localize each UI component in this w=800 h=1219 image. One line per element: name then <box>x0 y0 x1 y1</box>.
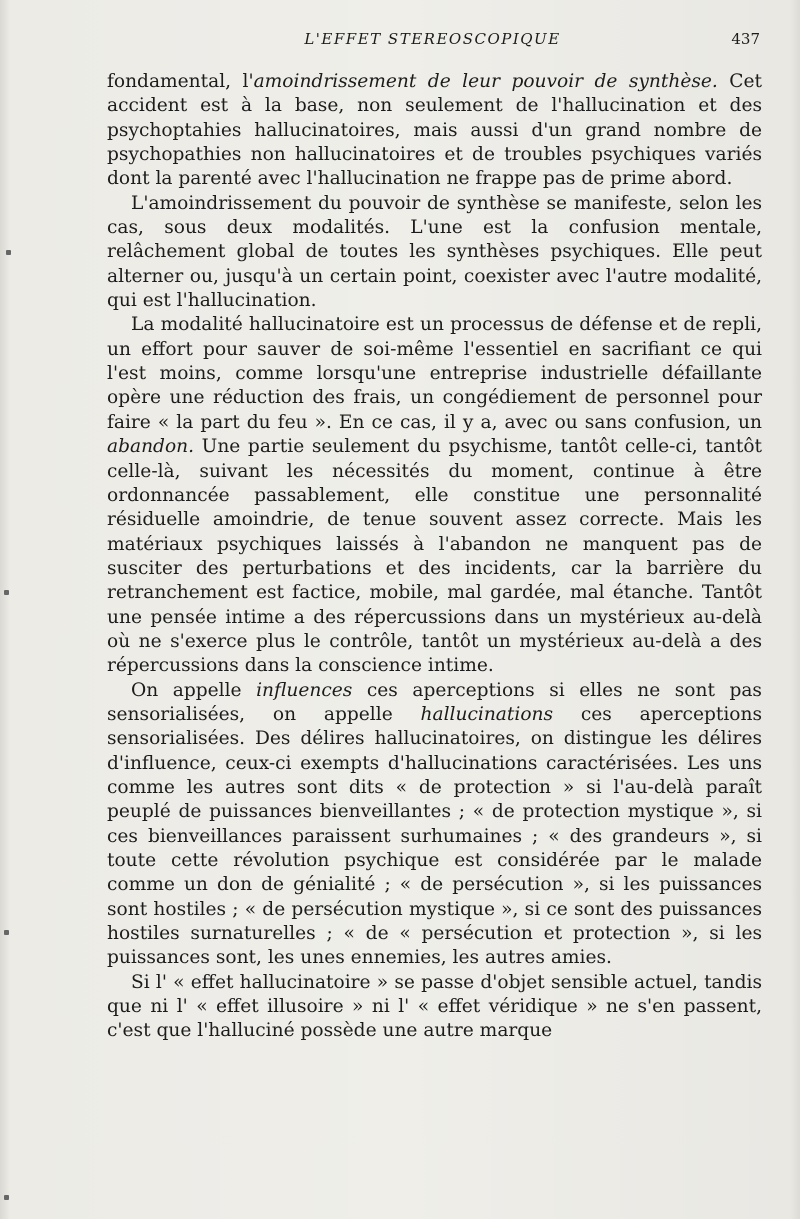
paragraph-1-emphasis: amoindrissement de leur pouvoir de synthèse. <box>253 71 718 92</box>
paragraph-4-text-e: ces aperceptions sensorialisées. Des délires hallucinatoires, on distingue les délires d'influence, ceux-ci exempts d'hallucinations caractérisées. Les uns comme les autres sont dits « de protection » si l'au-delà paraît peuplé de puissances bienveillantes ; « de protection mystique », si ces bienveillances paraissent surhumaines ; « des grandeurs », si toute cette révolution psychique est considérée par le malade comme un don de génialité ; « de persécution », si les puissances sont hostiles ; « de persécution mystique », si ce sont des puissances hostiles surnaturelles ; « de « persécution et protection », si les puissances sont, les unes ennemies, les autres amies. <box>107 703 762 969</box>
paragraph-1 <box>107 70 762 192</box>
paragraph-2: L'amoindrissement du pouvoir de synthèse se manifeste, selon les cas, sous deux modalités. L'une est la confusion mentale, relâchement global de toutes les synthèses psychiques. Elle peut alterner ou, jusqu'à un certain point, coexister avec l'autre modalité, qui est l'hallucination. <box>107 192 762 312</box>
paragraph-4-emphasis-influences: influences <box>256 679 353 701</box>
margin-speck <box>4 1195 9 1200</box>
paragraph-1-text-c: Cet accident est à la base, non seulement de l'hallucination et des psychoptahies hallucinatoires, mais aussi d'un grand nombre de psychopathies non hallucinatoires et de troubles psychiques variés dont la parenté avec l'hallucination ne frappe pas de prime abord. <box>107 71 762 190</box>
margin-speck <box>4 590 9 595</box>
paragraph-4-text-c: ces aperceptions si elles ne sont pas sensorialisées, on appelle <box>107 679 762 725</box>
body-text <box>107 70 762 1044</box>
paragraph-4-text-a: On appelle <box>131 679 257 701</box>
paragraph-5: Si l' « effet hallucinatoire » se passe d'objet sensible actuel, tandis que ni l' « effet illusoire » ni l' « effet véridique » ne s'en passent, c'est que l'halluciné possède une autre marque <box>107 971 762 1042</box>
page-number: 437 <box>731 30 760 48</box>
margin-speck <box>6 250 11 255</box>
page-header <box>105 28 760 52</box>
paragraph-3-emphasis: abandon. <box>107 436 195 458</box>
paragraph-3-text-a: La modalité hallucinatoire est un processus de défense et de repli, un effort pour sauver de soi-même l'essentiel en sacrifiant ce qui l'est moins, comme lorsqu'une entreprise industrielle défaillante opère une réduction des frais, un congédiement de personnel pour faire « la part du feu ». En ce cas, il y a, avec ou sans confusion, un <box>107 314 762 433</box>
paragraph-1-text-a: fondamental, l' <box>107 71 254 92</box>
paragraph-4 <box>107 679 762 971</box>
paragraph-4-emphasis-hallucinations: hallucinations <box>420 703 554 725</box>
running-title: L'EFFET STEREOSCOPIQUE <box>304 30 561 48</box>
margin-speck <box>4 930 9 935</box>
paragraph-3-text-c: Une partie seulement du psychisme, tantôt celle-ci, tantôt celle-là, suivant les nécessités du moment, continue à être ordonnancée passablement, elle constitue une personnalité résiduelle amoindrie, de tenue souvent assez correcte. Mais les matériaux psychiques laissés à l'abandon ne manquent pas de susciter des perturbations et des incidents, car la barrière du retranchement est factice, mobile, mal gardée, mal étanche. Tantôt une pensée intime a des répercussions dans un mystérieux au-delà où ne s'exerce plus le contrôle, tantôt un mystérieux au-delà a des répercussions dans la conscience intime. <box>107 436 762 677</box>
paragraph-3 <box>107 313 762 678</box>
